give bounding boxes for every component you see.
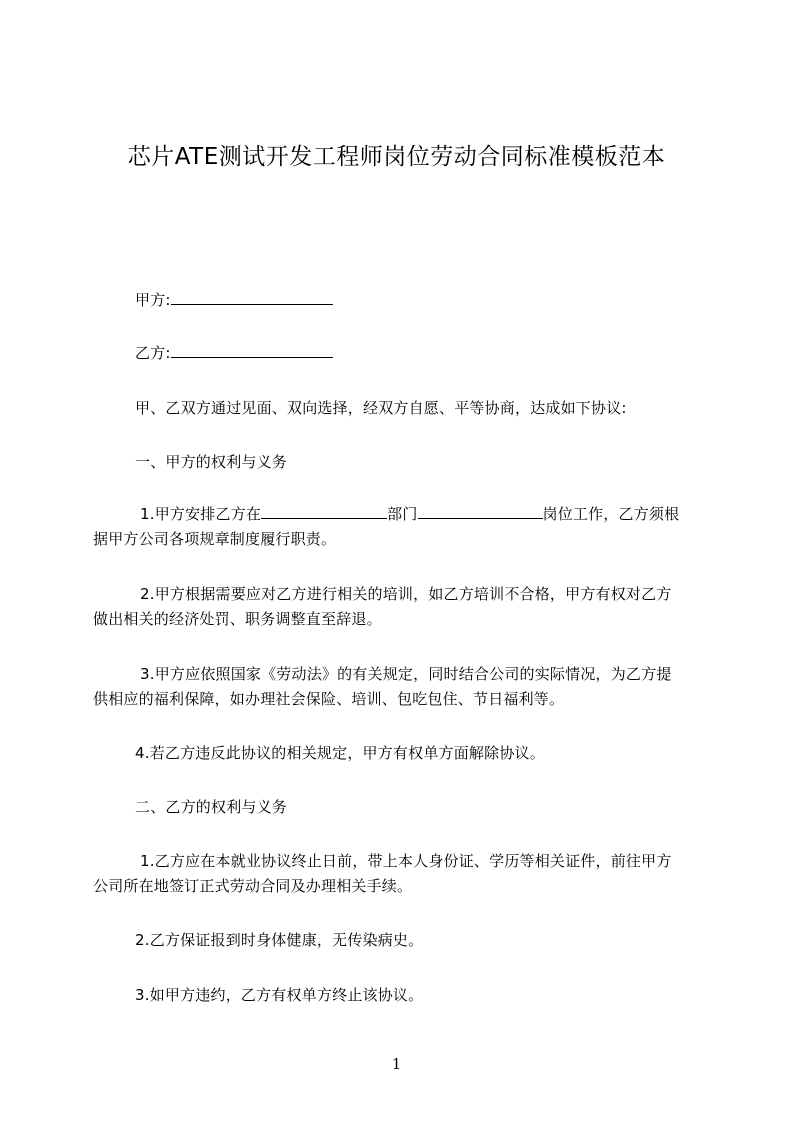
section-2-item-3: 3.如甲方违约，乙方有权单方终止该协议。: [135, 986, 424, 1004]
s1-item1-line-2: 据甲方公司各项规章制度履行职责。: [93, 530, 337, 548]
s1-item1-text-1: 1.甲方安排乙方在: [140, 505, 262, 523]
section-1-item-1: [93, 502, 703, 552]
section-2-item-1: [93, 849, 703, 899]
page-number: 1: [391, 1055, 402, 1073]
position-blank: [418, 502, 543, 519]
s1-item2-line-1: 2.甲方根据需要应对乙方进行相关的培训，如乙方培训不合格，甲方有权对乙方: [140, 585, 672, 603]
department-blank: [261, 502, 387, 519]
party-b-line: [93, 341, 703, 366]
party-a-blank: [171, 288, 333, 305]
s1-item3-line-2: 供相应的福利保障，如办理社会保险、培训、包吃包住、节日福利等。: [93, 690, 565, 708]
section-2-heading: 二、乙方的权利与义务: [135, 798, 288, 816]
section-1-heading: 一、甲方的权利与义务: [135, 453, 288, 471]
section-2-item-2: 2.乙方保证报到时身体健康，无传染病史。: [135, 931, 424, 949]
party-b-label: 乙方:: [135, 344, 171, 362]
s1-item2-line-2: 做出相关的经济处罚、职务调整直至辞退。: [93, 610, 382, 628]
document-title: 芯片ATE测试开发工程师岗位劳动合同标准模板范本: [127, 144, 666, 170]
s2-item1-line-2: 公司所在地签订正式劳动合同及办理相关手续。: [93, 877, 413, 895]
section-1-item-3: [93, 662, 703, 712]
party-a-line: [93, 288, 703, 313]
party-a-label: 甲方:: [135, 291, 171, 309]
s1-item1-text-3: 岗位工作，乙方须根: [542, 505, 680, 523]
intro-paragraph: 甲、乙双方通过见面、双向选择，经双方自愿、平等协商，达成如下协议:: [135, 399, 627, 417]
s2-item1-line-1: 1.乙方应在本就业协议终止日前，带上本人身份证、学历等相关证件，前往甲方: [140, 852, 672, 870]
section-1-item-4: 4.若乙方违反此协议的相关规定，甲方有权单方面解除协议。: [135, 744, 545, 762]
s1-item3-line-1: 3.甲方应依照国家《劳动法》的有关规定，同时结合公司的实际情况，为乙方提: [140, 665, 672, 683]
s1-item1-text-2: 部门: [387, 505, 418, 523]
section-1-item-2: [93, 582, 703, 632]
party-b-blank: [171, 341, 333, 358]
